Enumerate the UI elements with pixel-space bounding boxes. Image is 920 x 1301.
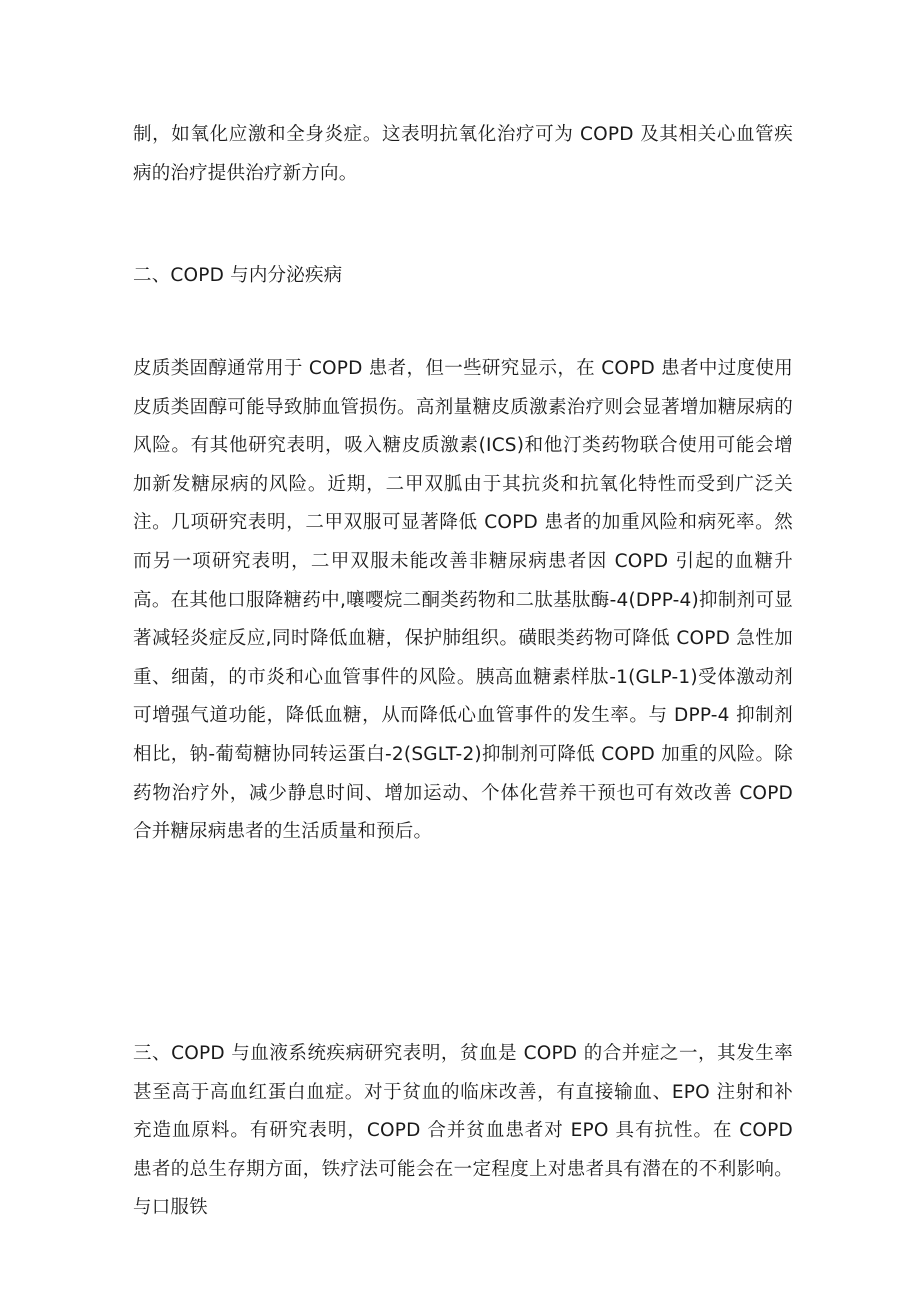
paragraph-antioxidant-conclusion: 制，如氧化应激和全身炎症。这表明抗氧化治疗可为 COPD 及其相关心血管疾病的治疗提供治疗新方向。 xyxy=(133,124,793,184)
paragraph-endocrine-diseases: 皮质类固醇通常用于 COPD 患者，但一些研究显示，在 COPD 患者中过度使用皮质类固醇可能导致肺血管损伤。高剂量糖皮质激素治疗则会显著增加糖尿病的风险。有其他研究表明，吸入糖皮质激素(ICS)和他汀类药物联合使用可能会增加新发糖尿病的风险。近期，二甲双胍由于其抗炎和抗氧化特性而受到广泛关注。几项研究表明，二甲双服可显著降低 COPD 患者的加重风险和病死率。然而另一项研究表明，二甲双服未能改善非糖尿病患者因 COPD 引起的血糖升高。在其他口服降糖药中,嚷嘤烷二酮类药物和二肽基肽酶-4(DPP-4)抑制剂可显著减轻炎症反应,同时降低血糖，保护肺组织。磺眼类药物可降低 COPD 急性加重、细菌，的市炎和心血管事件的风险。胰高血糖素样肽-1(GLP-1)受体激动剂可增强气道功能，降低血糖，从而降低心血管事件的发生率。与 DPP-4 抑制剂相比，钠-葡萄糖协同转运蛋白-2(SGLT-2)抑制剂可降低 COPD 加重的风险。除药物治疗外，减少静息时间、增加运动、个体化营养干预也可有效改善 COPD 合并糖尿病患者的生活质量和预后。 xyxy=(133,358,793,843)
paragraph-blood-diseases: 三、COPD 与血液系统疾病研究表明，贫血是 COPD 的合并症之一，其发生率甚至高于高血红蛋白血症。对于贫血的临床改善，有直接输血、EPO 注射和补充造血原料。有研究表明，COPD 合并贫血患者对 EPO 具有抗性。在 COPD 患者的总生存期方面，铁疗法可能会在一定程度上对患者具有潜在的不利影响。与口服铁 xyxy=(133,1043,793,1219)
section-heading-endocrine: 二、COPD 与内分泌疾病 xyxy=(133,265,343,286)
